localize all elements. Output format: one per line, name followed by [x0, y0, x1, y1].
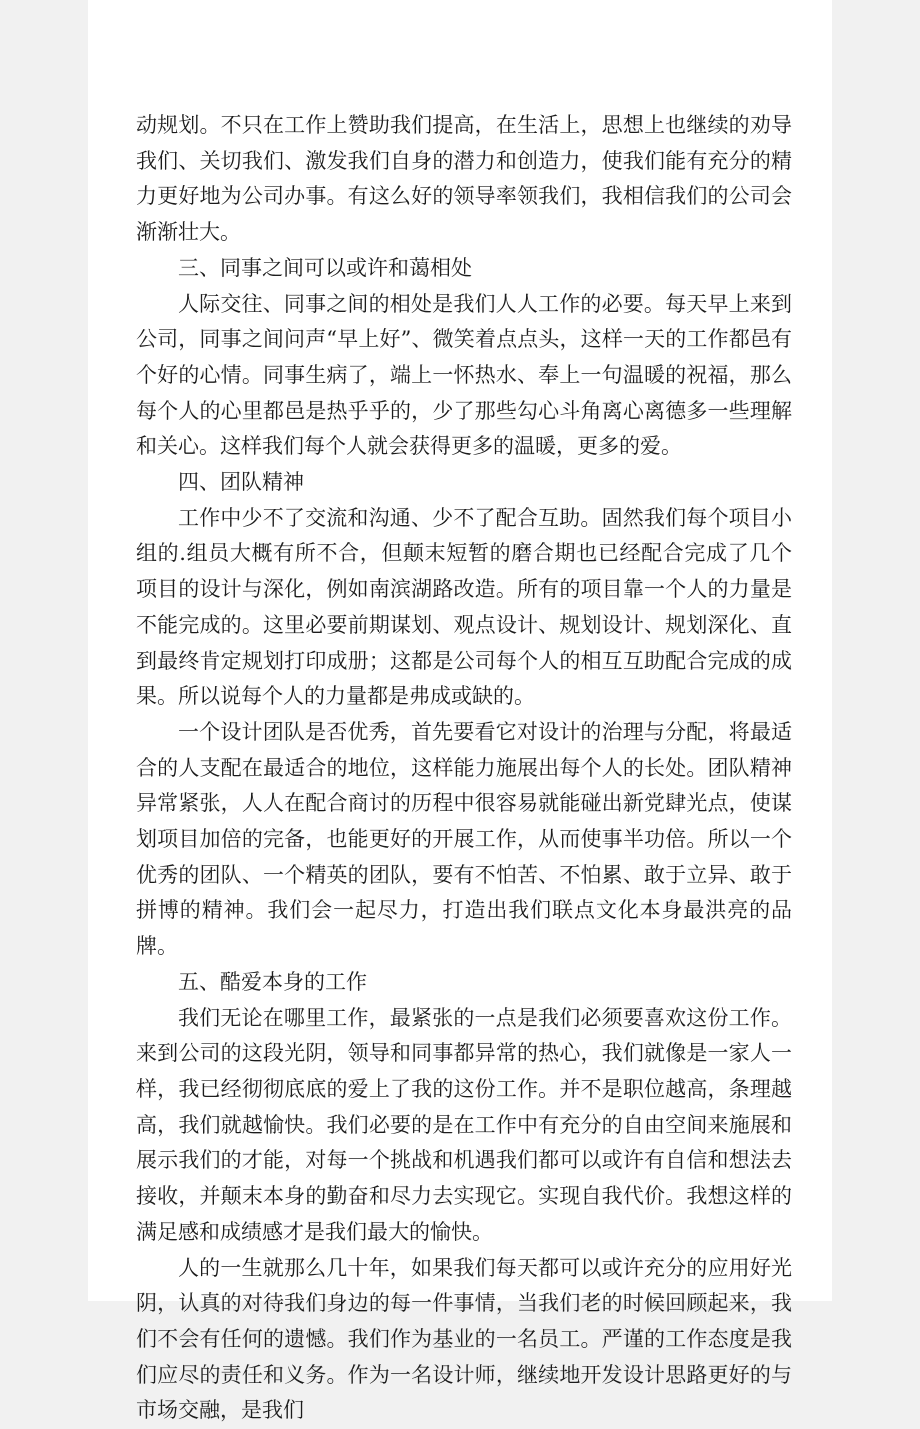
section-heading-3: 三、同事之间可以或许和蔼相处 — [136, 251, 792, 287]
document-page — [88, 0, 832, 1301]
section-heading-4: 四、团队精神 — [136, 465, 792, 501]
paragraph-design-team: 一个设计团队是否优秀，首先要看它对设计的治理与分配，将最适合的人支配在最适合的地位，这样能力施展出每个人的长处。团队精神异常紧张，人人在配合商讨的历程中很容易就能碰出新党肆光点，使谋划项目加倍的完备，也能更好的开展工作，从而使事半功倍。所以一个优秀的团队、一个精英的团队，要有不怕苦、不怕累、敢于立异、敢于拼博的精神。我们会一起尽力，打造出我们联点文化本身最洪亮的品牌。 — [136, 715, 792, 965]
paragraph-intro: 动规划。不只在工作上赞助我们提高，在生活上，思想上也继续的劝导我们、关切我们、激发我们自身的潜力和创造力，使我们能有充分的精力更好地为公司办事。有这么好的领导率领我们，我相信我们的公司会渐渐壮大。 — [136, 108, 792, 251]
paragraph-life: 人的一生就那么几十年，如果我们每天都可以或许充分的应用好光阴，认真的对待我们身边的每一件事情，当我们老的时候回顾起来，我们不会有任何的遗憾。我们作为基业的一名员工。严谨的工作态度是我们应尽的责任和义务。作为一名设计师，继续地开发设计思路更好的与市场交融，是我们 — [136, 1251, 792, 1429]
paragraph-love-work: 我们无论在哪里工作，最紧张的一点是我们必须要喜欢这份工作。来到公司的这段光阴，领导和同事都异常的热心，我们就像是一家人一样，我已经彻彻底底的爱上了我的这份工作。并不是职位越高，条理越高，我们就越愉快。我们必要的是在工作中有充分的自由空间来施展和展示我们的才能，对每一个挑战和机遇我们都可以或许有自信和想法去接收，并颠末本身的勤奋和尽力去实现它。实现自我代价。我想这样的满足感和成绩感才是我们最大的愉快。 — [136, 1001, 792, 1251]
section-heading-5: 五、酷爱本身的工作 — [136, 965, 792, 1001]
paragraph-colleagues: 人际交往、同事之间的相处是我们人人工作的必要。每天早上来到公司，同事之间问声“早上好”、微笑着点点头，这样一天的工作都邑有个好的心情。同事生病了，端上一怀热水、奉上一句温暖的祝福，那么每个人的心里都邑是热乎乎的，少了那些勾心斗角离心离德多一些理解和关心。这样我们每个人就会获得更多的温暖，更多的爱。 — [136, 287, 792, 466]
document-body — [136, 108, 792, 1429]
paragraph-teamwork: 工作中少不了交流和沟通、少不了配合互助。固然我们每个项目小组的.组员大概有所不合，但颠末短暂的磨合期也已经配合完成了几个项目的设计与深化，例如南滨湖路改造。所有的项目靠一个人的力量是不能完成的。这里必要前期谋划、观点设计、规划设计、规划深化、直到最终肯定规划打印成册；这都是公司每个人的相互互助配合完成的成果。所以说每个人的力量都是弗成或缺的。 — [136, 501, 792, 715]
